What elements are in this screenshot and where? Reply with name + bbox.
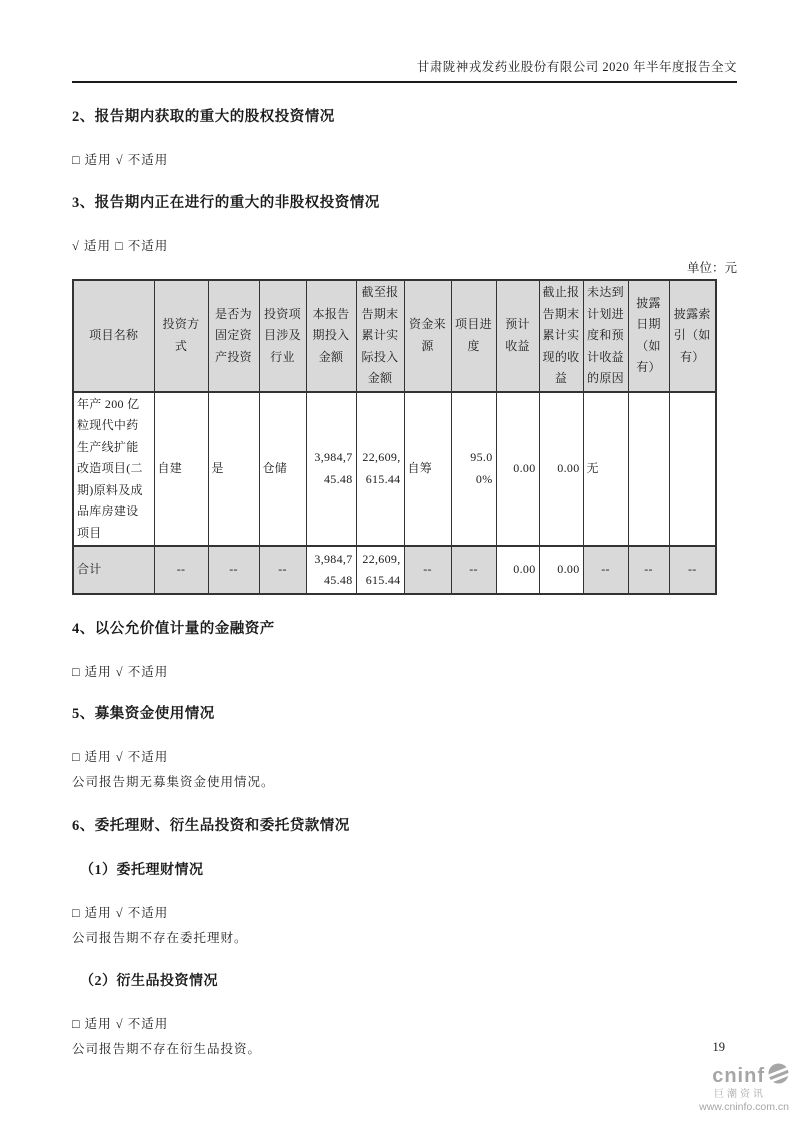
table-cell: 3,984,745.48 <box>306 546 356 594</box>
table-cell: -- <box>583 546 628 594</box>
table-cell: 合计 <box>73 546 154 594</box>
table-cell: 0.00 <box>496 392 539 547</box>
non-equity-investment-table <box>72 279 717 595</box>
table-header-cell: 是否为固定资产投资 <box>208 280 259 392</box>
cninfo-swirl-icon <box>768 1063 789 1089</box>
section-2-applicability: □ 适用 √ 不适用 <box>72 153 169 167</box>
table-cell: -- <box>628 546 669 594</box>
table-cell: 年产 200 亿粒现代中药生产线扩能改造项目(二期)原料及成品库房建设项目 <box>73 392 154 547</box>
table-cell: 仓储 <box>259 392 306 547</box>
table-header-cell: 未达到计划进度和预计收益的原因 <box>583 280 628 392</box>
page-content <box>72 105 737 1057</box>
section-6-2-applicability: □ 适用 √ 不适用 <box>72 1017 169 1031</box>
table-header-row <box>73 280 716 392</box>
table-cell: -- <box>154 546 208 594</box>
table-total-row <box>73 546 716 594</box>
cninfo-url: www.cninfo.com.cn <box>699 1101 789 1114</box>
section-5-note: 公司报告期无募集资金使用情况。 <box>72 775 275 789</box>
table-header-cell: 预计收益 <box>496 280 539 392</box>
table-header-cell: 披露日期（如有） <box>628 280 669 392</box>
document-header-title: 甘肃陇神戎发药业股份有限公司 2020 年半年度报告全文 <box>72 57 737 83</box>
table-header-cell: 本报告期投入金额 <box>306 280 356 392</box>
table-cell: -- <box>451 546 496 594</box>
section-4-applicability: □ 适用 √ 不适用 <box>72 665 169 679</box>
section-5-applicability: □ 适用 √ 不适用 <box>72 750 169 764</box>
table-cell: 是 <box>208 392 259 547</box>
section-6-2-heading: （2）衍生品投资情况 <box>80 974 218 989</box>
table-row <box>73 392 716 547</box>
table-header-cell: 披露索引（如有） <box>669 280 716 392</box>
section-6-1-heading: （1）委托理财情况 <box>80 863 204 878</box>
table-cell: 0.00 <box>539 392 583 547</box>
table-header-cell: 投资方式 <box>154 280 208 392</box>
table-cell: 22,609,615.44 <box>356 392 404 547</box>
section-6-2-note: 公司报告期不存在衍生品投资。 <box>72 1042 262 1056</box>
table-head <box>73 280 716 392</box>
table-header-cell: 资金来源 <box>404 280 451 392</box>
table-cell: -- <box>669 546 716 594</box>
cninfo-chinese-name: 巨潮资讯 <box>714 1089 766 1101</box>
table-cell: 22,609,615.44 <box>356 546 404 594</box>
table-cell: 自筹 <box>404 392 451 547</box>
table-cell: 自建 <box>154 392 208 547</box>
table-cell: 3,984,745.48 <box>306 392 356 547</box>
table-header-cell: 项目进度 <box>451 280 496 392</box>
section-3-applicability: √ 适用 □ 不适用 <box>72 239 169 253</box>
cninfo-logo <box>699 1063 789 1114</box>
table-header-cell: 截至报告期末累计实际投入金额 <box>356 280 404 392</box>
section-4-heading: 4、以公允价值计量的金融资产 <box>72 621 275 637</box>
table-header-cell: 截止报告期末累计实现的收益 <box>539 280 583 392</box>
cninfo-logo-brand-row <box>699 1063 789 1089</box>
table-cell: 0.00 <box>496 546 539 594</box>
table-unit-label: 单位：元 <box>686 261 737 275</box>
table-header-cell: 项目名称 <box>73 280 154 392</box>
table-cell: 无 <box>583 392 628 547</box>
table-cell: -- <box>259 546 306 594</box>
page-number: 19 <box>712 1040 725 1054</box>
table-cell: -- <box>404 546 451 594</box>
section-6-1-applicability: □ 适用 √ 不适用 <box>72 906 169 920</box>
section-6-1-note: 公司报告期不存在委托理财。 <box>72 931 248 945</box>
table-cell: 95.00% <box>451 392 496 547</box>
table-cell <box>669 392 716 547</box>
cninfo-brand-text: cninf <box>712 1064 765 1087</box>
table-cell: 0.00 <box>539 546 583 594</box>
table-cell <box>628 392 669 547</box>
section-3-heading: 3、报告期内正在进行的重大的非股权投资情况 <box>72 195 380 211</box>
section-6-heading: 6、委托理财、衍生品投资和委托贷款情况 <box>72 818 350 834</box>
table-header-cell: 投资项目涉及行业 <box>259 280 306 392</box>
section-5-heading: 5、募集资金使用情况 <box>72 706 215 722</box>
table-cell: -- <box>208 546 259 594</box>
table-body <box>73 392 716 595</box>
section-2-heading: 2、报告期内获取的重大的股权投资情况 <box>72 109 335 125</box>
